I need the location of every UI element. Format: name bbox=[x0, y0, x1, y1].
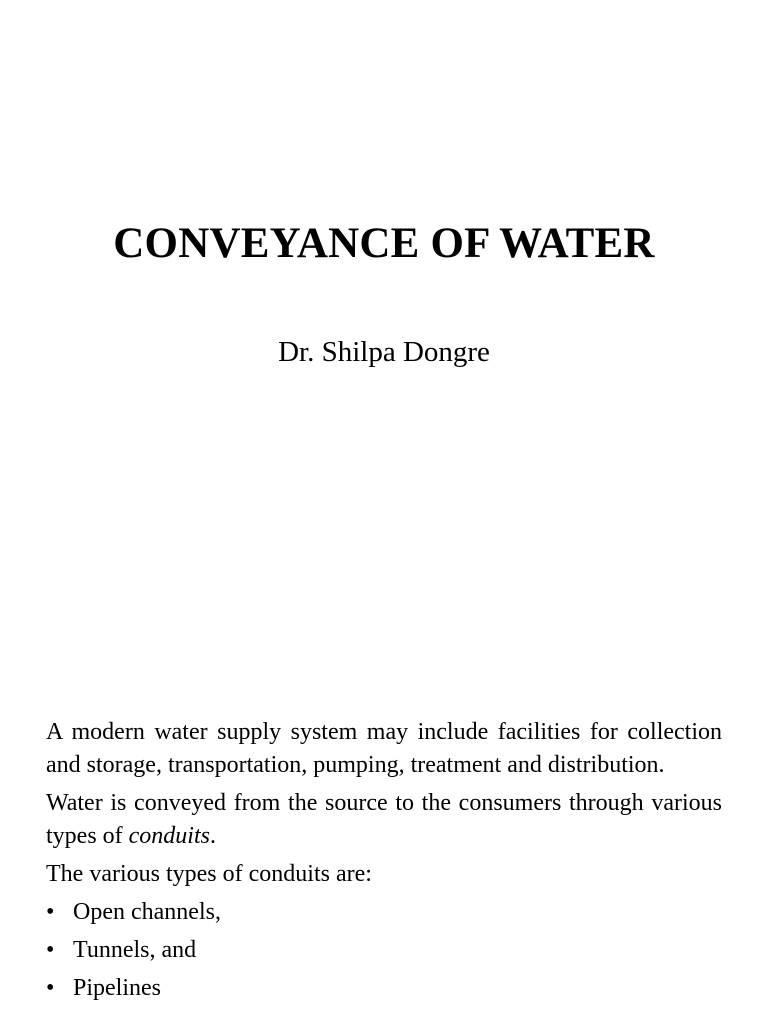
conduits-emphasis: conduits bbox=[128, 823, 210, 849]
list-item bbox=[46, 972, 722, 1005]
bullet-icon: • bbox=[46, 899, 55, 925]
paragraph-conveyance-text: Water is conveyed from the source to the consumers through various types of bbox=[46, 790, 722, 849]
slide-title: CONVEYANCE OF WATER bbox=[113, 220, 655, 267]
paragraph-facilities: A modern water supply system may include facilities for collection and storage, transportation, pumping, treatment and distribution. bbox=[46, 719, 722, 778]
list-item-label: Pipelines bbox=[73, 975, 161, 1001]
paragraph-conveyance-end: . bbox=[209, 823, 216, 849]
paragraph-conveyance bbox=[46, 787, 722, 853]
list-item-label: Tunnels, and bbox=[73, 937, 197, 963]
content-slide bbox=[46, 716, 722, 1010]
list-item bbox=[46, 896, 722, 929]
list-item-label: Open channels, bbox=[73, 899, 221, 925]
bullet-icon: • bbox=[46, 937, 55, 963]
slide-author: Dr. Shilpa Dongre bbox=[278, 336, 490, 368]
list-item bbox=[46, 934, 722, 967]
bullet-icon: • bbox=[46, 975, 55, 1001]
paragraph-conduit-types: The various types of conduits are: bbox=[46, 861, 372, 887]
conduit-types-list bbox=[46, 896, 722, 1005]
